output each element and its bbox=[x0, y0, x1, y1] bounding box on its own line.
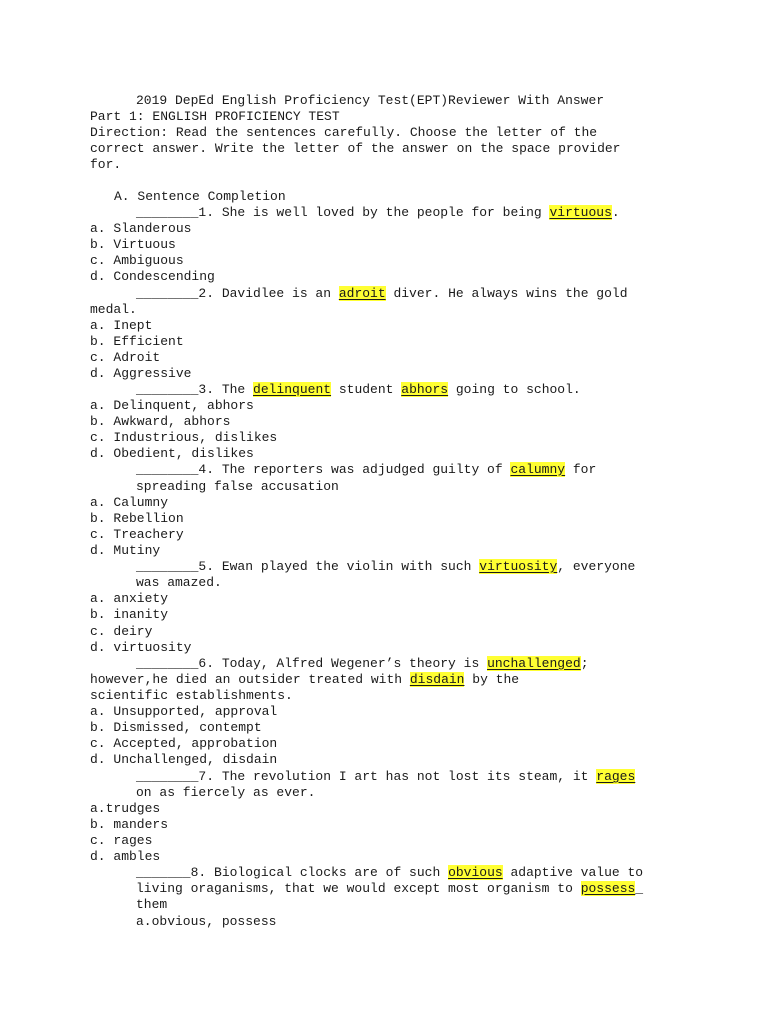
direction-line-2: correct answer. Write the letter of the answer on the space provider bbox=[90, 141, 621, 156]
question-text: ________2. Davidlee is an bbox=[136, 286, 339, 301]
question-text: adaptive value to bbox=[502, 865, 644, 880]
highlighted-word: adroit bbox=[338, 286, 386, 301]
option: d. Unchallenged, disdain bbox=[90, 752, 278, 767]
question-continuation: spreading false accusation bbox=[136, 479, 339, 494]
option: d. ambles bbox=[90, 849, 161, 864]
option: a. Unsupported, approval bbox=[90, 704, 278, 719]
highlighted-word: delinquent bbox=[253, 382, 332, 397]
document-title: 2019 DepEd English Proficiency Test(EPT)Reviewer With Answer bbox=[136, 93, 605, 108]
highlighted-word: possess bbox=[580, 881, 636, 896]
direction-line-3: for. bbox=[90, 157, 122, 172]
option: a. anxiety bbox=[90, 591, 169, 606]
option: c. rages bbox=[90, 833, 153, 848]
highlighted-word: abhors bbox=[401, 382, 449, 397]
question-text: _______8. Biological clocks are of such bbox=[136, 865, 449, 880]
question-text: living oraganisms, that we would except most organism to bbox=[136, 881, 581, 896]
part-heading: Part 1: ENGLISH PROFICIENCY TEST bbox=[90, 109, 340, 124]
question-text: ________3. The bbox=[136, 382, 254, 397]
option: c. Accepted, approbation bbox=[90, 736, 278, 751]
question-text: _ bbox=[635, 881, 644, 896]
section-label: A. bbox=[114, 189, 130, 204]
question-continuation bbox=[90, 672, 519, 688]
question-text: ________5. Ewan played the violin with such bbox=[136, 559, 480, 574]
highlighted-word: unchallenged bbox=[487, 656, 581, 671]
question-continuation: scientific establishments. bbox=[90, 688, 293, 703]
option: b. manders bbox=[90, 817, 169, 832]
question-text: ________7. The revolution I art has not lost its steam, it bbox=[136, 769, 597, 784]
question-6 bbox=[136, 656, 589, 672]
question-text: . bbox=[611, 205, 620, 220]
highlighted-word: disdain bbox=[409, 672, 465, 687]
option: c. Adroit bbox=[90, 350, 161, 365]
question-1 bbox=[136, 205, 620, 221]
question-text: , everyone bbox=[557, 559, 636, 574]
question-continuation: medal. bbox=[90, 302, 137, 317]
question-7 bbox=[136, 769, 635, 785]
question-5 bbox=[136, 559, 635, 575]
question-text: however,he died an outsider treated with bbox=[90, 672, 410, 687]
question-continuation: them bbox=[136, 897, 168, 912]
option: c. Ambiguous bbox=[90, 253, 184, 268]
option: b. inanity bbox=[90, 607, 169, 622]
option: c. Industrious, dislikes bbox=[90, 430, 278, 445]
question-text: for bbox=[565, 462, 597, 477]
option: d. Condescending bbox=[90, 269, 215, 284]
option: a.obvious, possess bbox=[136, 914, 277, 929]
question-text: by the bbox=[464, 672, 520, 687]
option: b. Awkward, abhors bbox=[90, 414, 231, 429]
option: d. virtuosity bbox=[90, 640, 192, 655]
question-text: ________6. Today, Alfred Wegener’s theory is bbox=[136, 656, 488, 671]
option: d. Obedient, dislikes bbox=[90, 446, 254, 461]
highlighted-word: calumny bbox=[510, 462, 566, 477]
question-text: diver. He always wins the gold bbox=[385, 286, 628, 301]
option: a. Slanderous bbox=[90, 221, 192, 236]
option: b. Efficient bbox=[90, 334, 184, 349]
question-continuation bbox=[136, 881, 643, 897]
option: b. Virtuous bbox=[90, 237, 176, 252]
section-title: Sentence Completion bbox=[137, 189, 286, 204]
question-4 bbox=[136, 462, 596, 478]
direction-line-1: Direction: Read the sentences carefully. Choose the letter of the bbox=[90, 125, 598, 140]
question-text: ; bbox=[580, 656, 589, 671]
highlighted-word: virtuosity bbox=[479, 559, 558, 574]
option: a.trudges bbox=[90, 801, 161, 816]
option: d. Aggressive bbox=[90, 366, 192, 381]
option: c. Treachery bbox=[90, 527, 184, 542]
question-8 bbox=[136, 865, 643, 881]
option: b. Dismissed, contempt bbox=[90, 720, 262, 735]
question-continuation: was amazed. bbox=[136, 575, 222, 590]
question-text: ________4. The reporters was adjudged guilty of bbox=[136, 462, 511, 477]
highlighted-word: rages bbox=[596, 769, 636, 784]
highlighted-word: virtuous bbox=[549, 205, 612, 220]
highlighted-word: obvious bbox=[448, 865, 503, 880]
option: a. Inept bbox=[90, 318, 153, 333]
option: a. Delinquent, abhors bbox=[90, 398, 254, 413]
question-3 bbox=[136, 382, 581, 398]
question-text: ________1. She is well loved by the people for being bbox=[136, 205, 550, 220]
section-heading bbox=[114, 189, 286, 205]
question-continuation: on as fiercely as ever. bbox=[136, 785, 316, 800]
question-text: student bbox=[331, 382, 402, 397]
option: c. deiry bbox=[90, 624, 153, 639]
question-2 bbox=[136, 286, 628, 302]
option: b. Rebellion bbox=[90, 511, 184, 526]
option: d. Mutiny bbox=[90, 543, 161, 558]
option: a. Calumny bbox=[90, 495, 169, 510]
question-text: going to school. bbox=[448, 382, 581, 397]
